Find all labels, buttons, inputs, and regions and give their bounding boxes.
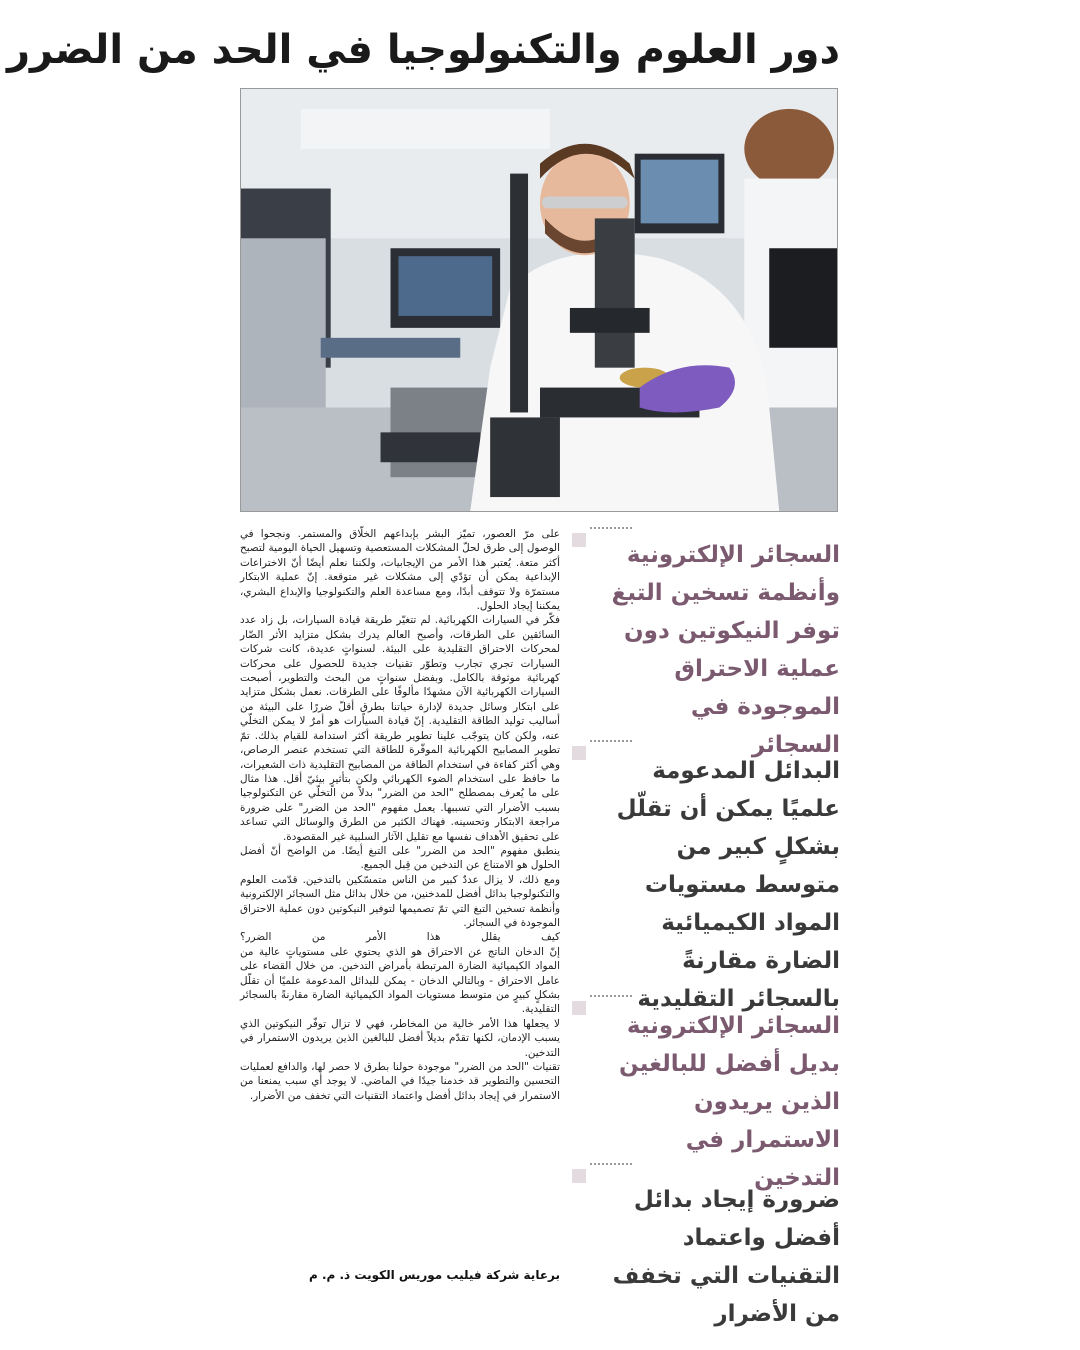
pull-quote-3: السجائر الإلكترونية بديل أفضل للبالغين الذين يريدون الاستمرار في التدخين [619, 1013, 840, 1191]
pull-quote-2: البدائل المدعومة علميًا يمكن أن تقلّل بشكلٍ كبير من متوسط مستويات المواد الكيميائية الضارة مقارنةً بالسجائر التقليدية [616, 758, 840, 1012]
dotted-rule [590, 1163, 632, 1165]
headline: دور العلوم والتكنولوجيا في الحد من الضرر [6, 27, 840, 73]
article-paragraph: ينطبق مفهوم "الحد من الضرر" على التبغ أيضًا. من الواضح أنّ أفضل الحلول هو الامتناع عن التدخين من قِبل الجميع. [240, 844, 560, 872]
article-paragraph: على مرّ العصور، تميّز البشر بإبداعهم الخلّاق والمستمر. ونجحوا في الوصول إلى طرق لحلّ المشكلات المستعصية وتسهيل الحياة اليومية لتصبح أكثر متعة. يُعتبر هذا الأمر من الإيجابيات، ولكننا نعلم أيضًا أنّ الاختراعات الإبداعية يمكن أن تؤدّي إلى مشكلات غير متوقعة. إنّ عملية الابتكار مستمرّة ولا تتوقف أبدًا، ومع مساعدة العلم والتكنولوجيا والإبداع البشري، يمكننا إيجاد الحلول. [240, 528, 560, 613]
article-paragraph: إنّ الدخان الناتج عن الاحتراق هو الذي يحتوي على مستوياتٍ عالية من المواد الكيميائية الضارة المرتبطة بأمراض التدخين. من خلال القضاء على عامل الاحتراق - وبالتالي الدخان - يمكن للبدائل المدعومة علميًا أن تقلّل بشكلٍ كبيرٍ من متوسط مستويات المواد الكيميائية الضارة مقارنةً بالسجائر التقليدية. [240, 945, 560, 1016]
article-paragraph: ومع ذلك، لا يزال عددٌ كبير من الناس متمسّكين بالتدخين. قدّمت العلوم والتكنولوجيا بدائل أفضل للمدخنين، من خلال بدائل مثل السجائر الإلكترونية وأنظمة تسخين التبغ التي تمّ تصميمها لتوفير النيكوتين دون عملية الاحتراق الموجودة في السجائر. [240, 873, 560, 929]
pull-quote-1: السجائر الإلكترونية وأنظمة تسخين التبغ توفر النيكوتين دون عملية الاحتراق الموجودة في السجائر [611, 542, 840, 758]
article-subheading: كيف يقلل هذا الأمر من الضرر؟ [240, 931, 560, 944]
dotted-rule [590, 527, 632, 529]
quote-marker [572, 746, 586, 760]
article-paragraph: فكّر في السيارات الكهربائية. لم تتغيّر طريقة قيادة السيارات، بل زاد عدد السائقين على الطرقات، وأصبح العالم يدرك بشكل متزايد الأثر الضّار لمحركات الاحتراق التقليدية على البيئة. لسنواتٍ عديدة، كانت شركات السيارات تجري تجارب وتطوّر تقنيات جديدة للحصول على محركات كهربائية موثوقة بالكامل. وبفضل سنواتٍ من البحث والتطوير، أصبحت السيارات الكهربائية الآن مشهدًا مألوفًا على الطرقات. نعمل بشكل متزايد على ابتكار وسائل جديدة لإدارة حياتنا بطرقٍ أقلّ ضررًا على البيئة من أساليب توليد الطاقة التقليدية. إنّ قيادة السيارات هو أمرٌ لا يمكن التخلّي عنه، ولكن كان يتوجّب علينا تطوير طريقة أكثر استدامة للقيام بذلك. تمّ تطوير المصابيح الكهربائية الموفّرة للطاقة التي تستخدم عنصر الرصاص، وهي أكثر كفاءة في استخدام الطاقة من المصابيح التقليدية ذات الشعيرات، ما حافظ على استخدام الضوء الكهربائي ولكن بتأثيرٍ بيئيّ أقل. هذا مثال على ما يُعرف بمصطلح "الحد من الضرر" بدلاً من التخلّي عن التكنولوجيا بسبب الأضرار التي تسببها. يعمل مفهوم "الحد من الضرر" على ضرورة مراجعة الابتكار وتحسينه. فهناك الكثير من الطرق والوسائل التي تساعد على تحقيق الأهداف نفسها مع تقليل الآثار السلبية غير المقصودة. [240, 614, 560, 843]
article-paragraph: لا يجعلها هذا الأمر خالية من المخاطر، فهي لا تزال توفّر النيكوتين الذي يسبب الإدمان، لكنها تقدّم بديلاً أفضل للبالغين الذين يريدون الاستمرار في التدخين. [240, 1017, 560, 1059]
sponsor-credit: برعاية شركة فيليب موريس الكويت ذ. م. م [308, 1268, 560, 1282]
dotted-rule [590, 995, 632, 997]
lab-scientist-photo [240, 88, 838, 512]
article-paragraph: تقنيات "الحد من الضرر" موجودة حولنا بطرق لا حصر لها، والدافع لعمليات التحسين والتطوير قد خدمنا جيدًا في الماضي. لا يوجد أي سبب يمنعنا من الاستمرار في إيجاد بدائل أفضل واعتماد التقنيات التي تخفف من الأضرار. [240, 1061, 560, 1102]
pull-quote-4: ضرورة إيجاد بدائل أفضل واعتماد التقنيات التي تخفف من الأضرار [612, 1187, 840, 1327]
quote-marker [572, 533, 586, 547]
quote-marker [572, 1001, 586, 1015]
dotted-rule [590, 740, 632, 742]
quote-marker [572, 1169, 586, 1183]
article-body [240, 527, 560, 1262]
lab-scientist-photo-illustration [241, 89, 837, 511]
